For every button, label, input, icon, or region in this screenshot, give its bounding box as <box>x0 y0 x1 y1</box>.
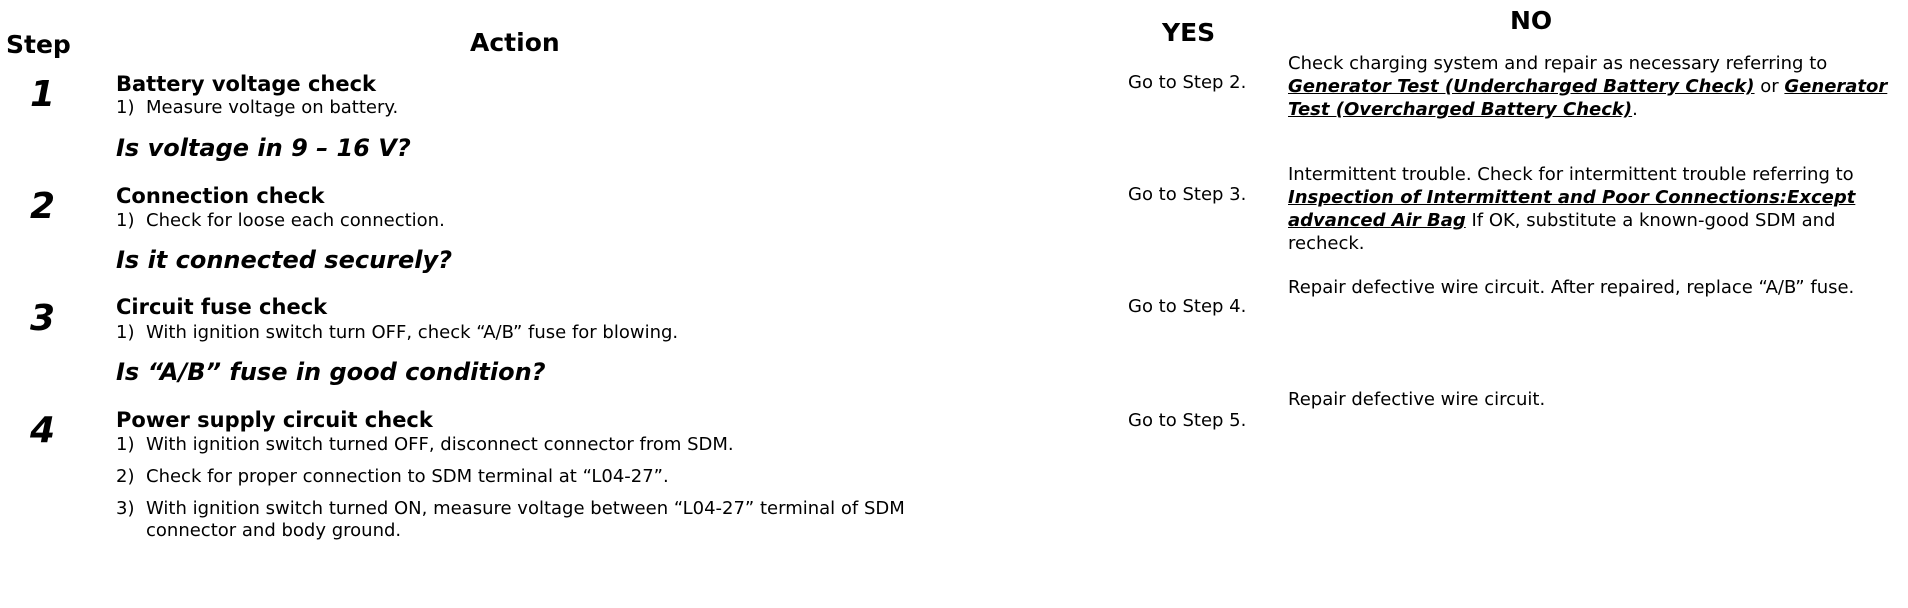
step-instruction-number: 2) <box>116 466 135 487</box>
step-instruction-number: 3) <box>116 498 135 519</box>
step-instruction <box>116 498 986 542</box>
step-title: Power supply circuit check <box>116 408 433 432</box>
step-title: Connection check <box>116 184 325 208</box>
step-number: 2 <box>30 186 56 227</box>
step-instruction-number: 1) <box>116 210 135 231</box>
step-instruction-text: Check for proper connection to SDM terminal at “L04-27”. <box>146 466 669 487</box>
step-instruction <box>116 434 1016 456</box>
step-question: Is “A/B” fuse in good condition? <box>116 358 546 386</box>
yes-action: Go to Step 4. <box>1128 296 1247 317</box>
step-instruction-text: With ignition switch turned ON, measure voltage between “L04-27” terminal of SDM connector and body ground. <box>146 498 905 541</box>
no-action-text: Intermittent trouble. Check for intermittent trouble referring to <box>1288 164 1854 185</box>
yes-action: Go to Step 3. <box>1128 184 1247 205</box>
step-question: Is it connected securely? <box>116 246 453 274</box>
no-action-text: If OK, substitute a known-good SDM and recheck. <box>1288 210 1836 254</box>
no-action-text: . <box>1632 99 1638 120</box>
step-instruction <box>116 97 1016 119</box>
inspection-intermittent-link[interactable]: Inspection of Intermittent and Poor Connections:Except advanced Air Bag <box>1288 187 1856 231</box>
step-instruction-number: 1) <box>116 434 135 455</box>
step-instruction-number: 1) <box>116 97 135 118</box>
generator-test-undercharged-link[interactable]: Generator Test (Undercharged Battery Check) <box>1288 76 1755 97</box>
no-action-text: or <box>1754 76 1785 97</box>
yes-action: Go to Step 2. <box>1128 72 1247 93</box>
step-instruction-text: With ignition switch turned OFF, disconnect connector from SDM. <box>146 434 734 455</box>
step-instruction <box>116 322 1016 344</box>
no-action <box>1288 52 1908 121</box>
no-action: Repair defective wire circuit. After repaired, replace “A/B” fuse. <box>1288 277 1855 298</box>
no-action <box>1288 163 1908 255</box>
step-instruction <box>116 210 1016 232</box>
header-yes: YES <box>1162 18 1216 47</box>
no-action: Repair defective wire circuit. <box>1288 389 1546 410</box>
header-step: Step <box>6 30 71 59</box>
no-action-text: Check charging system and repair as necessary referring to <box>1288 53 1828 74</box>
step-instruction-text: Check for loose each connection. <box>146 210 445 231</box>
step-question: Is voltage in 9 – 16 V? <box>116 134 411 162</box>
generator-test-overcharged-link[interactable]: Generator Test (Overcharged Battery Check) <box>1288 76 1888 120</box>
step-number: 1 <box>30 74 56 115</box>
step-instruction <box>116 466 1016 488</box>
step-instruction-number: 1) <box>116 322 135 343</box>
yes-action: Go to Step 5. <box>1128 410 1247 431</box>
step-instruction-text: With ignition switch turn OFF, check “A/B” fuse for blowing. <box>146 322 679 343</box>
step-instruction-text: Measure voltage on battery. <box>146 97 399 118</box>
step-number: 3 <box>30 298 56 339</box>
step-number: 4 <box>30 410 56 451</box>
step-title: Battery voltage check <box>116 72 377 96</box>
header-action: Action <box>470 28 560 57</box>
header-no: NO <box>1510 6 1553 35</box>
step-title: Circuit fuse check <box>116 295 328 319</box>
